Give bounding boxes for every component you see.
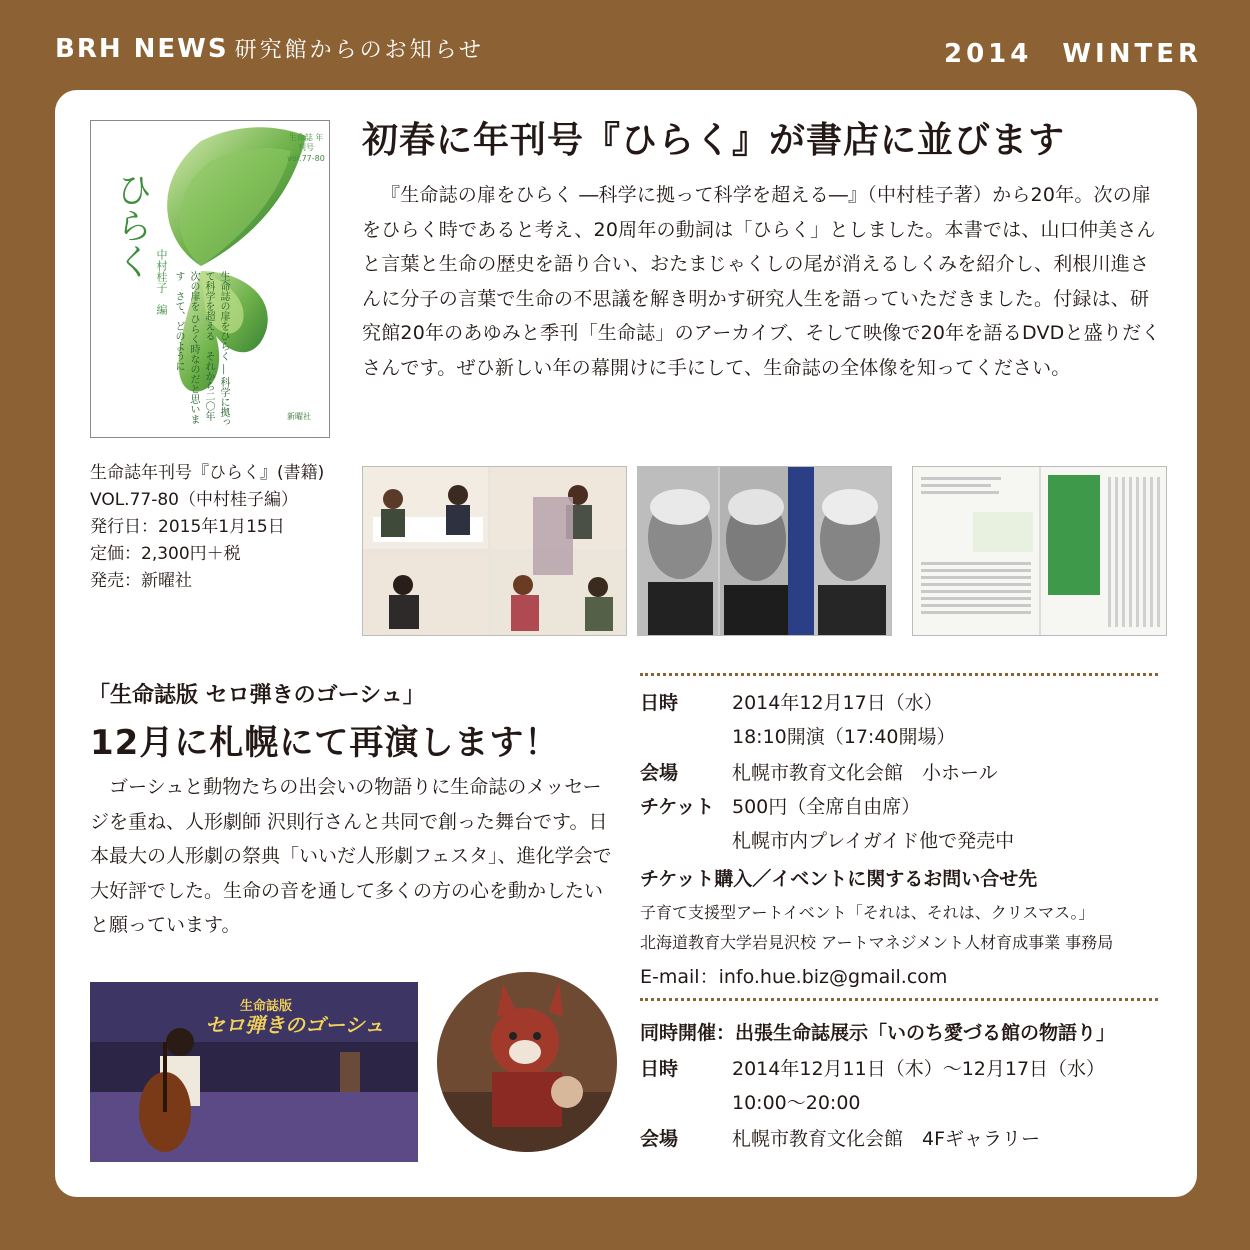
exhibition-heading: 同時開催：出張生命誌展示「いのち愛づる館の物語り」	[640, 1022, 1116, 1044]
body-line: 劇フェスタ」、進化学会で大好評でした。生命の音を	[90, 845, 612, 902]
event-subtitle: 「生命誌版 セロ弾きのゴーシュ」	[88, 683, 425, 708]
body-line: 通して多くの方の心を動かしたいと願っています。	[90, 879, 604, 936]
exhibition-time: 10:00～20:00	[732, 1092, 861, 1114]
brand-subtitle: 研究館からのお知らせ	[234, 38, 484, 63]
book-info-line: 生命誌年刊号『ひらく』(書籍)	[90, 463, 325, 483]
newsletter-brand	[55, 33, 484, 64]
divider	[640, 673, 1158, 676]
book-info-line: 発行日：2015年1月15日	[90, 517, 285, 537]
event-body	[90, 770, 618, 943]
date-label: 日時	[640, 1058, 679, 1080]
article-headline: 初春に年刊号『ひらく』が書店に並びます	[362, 120, 1066, 161]
event-venue: 札幌市教育文化会館 小ホール	[732, 762, 998, 784]
portraits-spread-photo	[637, 466, 892, 636]
book-info	[90, 460, 324, 595]
cover-subtitle: 生命誌の扉をひらく ― 科学に拠って科学を超える それから二〇年 次の扉を ひらく時なのだと思います さて、どのように	[173, 271, 229, 431]
stage-title-small: 生命誌版	[240, 998, 293, 1013]
header-bar	[0, 0, 1250, 90]
ticket-price: 500円（全席自由席）	[732, 796, 921, 818]
date-label: 日時	[640, 692, 679, 714]
book-info-line: 発売：新曜社	[90, 571, 192, 591]
body-line: るしくみを紹介し、利根川進さんに分子の言葉で生命の不思議を解き明かす研究	[362, 253, 1150, 310]
stage-title-large: セロ弾きのゴーシュ	[205, 1015, 385, 1037]
cello-stage-photo	[90, 982, 418, 1162]
ticket-label: チケット	[640, 796, 715, 818]
body-line: ゴーシュと動物たちの出会いの物語りに生命誌の	[109, 776, 527, 798]
body-line: 年。次の扉をひらく時であると考え、20周年の動詞は「ひらく」としました。本書	[362, 184, 1152, 241]
contact-org: 子育て支援型アートイベント「それは、それは、クリスマス。」	[640, 903, 1095, 922]
dialogue-spread-photo	[362, 466, 627, 636]
puppet-photo	[437, 972, 617, 1152]
body-line: 人生を語っていただきました。付録は、研究館20年のあゆみと季刊「生命誌」の	[362, 287, 1150, 344]
cover-publisher: 新曜社	[287, 412, 311, 421]
event-headline: 12月に札幌にて再演します！	[90, 723, 560, 763]
cover-editor: 中村桂子 編	[155, 249, 168, 315]
cover-series: 生命誌 年刊号 vol.77-80	[287, 133, 325, 163]
issue-label: 2014 WINTER	[944, 39, 1202, 69]
contact-email[interactable]: E-mail：info.hue.biz@gmail.com	[640, 966, 948, 988]
contact-heading: チケット購入／イベントに関するお問い合せ先	[640, 868, 1038, 890]
book-info-line: 定価：2,300円＋税	[90, 544, 241, 564]
event-time: 18:10開演（17:40開場）	[732, 726, 956, 748]
venue-label: 会場	[640, 762, 679, 784]
book-info-line: VOL.77-80（中村桂子編）	[90, 490, 298, 510]
body-line: 『生命誌の扉をひらく ―科学に拠って科学を超える―』（中村桂子著）から20	[381, 184, 1056, 206]
event-date: 2014年12月17日（水）	[732, 692, 943, 714]
divider	[640, 998, 1158, 1001]
contact-org: 北海道教育大学岩見沢校 アートマネジメント人材育成事業 事務局	[640, 933, 1114, 952]
body-line: 幕開けに手にして、生命誌の全体像を知ってください。	[590, 356, 1071, 379]
ticket-where: 札幌市内プレイガイド他で発売中	[732, 830, 1015, 852]
text-spread-photo	[912, 466, 1167, 636]
body-line: た舞台です。日本最大の人形劇の祭典「いいだ人形	[90, 810, 608, 867]
cover-title: ひらく	[111, 171, 152, 279]
venue-label: 会場	[640, 1128, 679, 1150]
brand-name: BRH NEWS	[55, 34, 229, 64]
exhibition-venue: 札幌市教育文化会館 4Fギャラリー	[732, 1128, 1041, 1150]
body-line: アーカイブ、そして映像で20年を語るDVDと盛りだくさんです。ぜひ新しい年の	[362, 322, 1161, 379]
exhibition-date: 2014年12月11日（木）～12月17日（水）	[732, 1058, 1106, 1080]
article-body	[362, 178, 1162, 385]
content-card	[55, 90, 1197, 1197]
body-line: では、山口仲美さんと言葉と生命の歴史を語り合い、おたまじゃくしの尾が消え	[362, 218, 1156, 275]
book-cover	[90, 120, 330, 438]
body-line: メッセージを重ね、人形劇師 沢則行さんと共同で創っ	[90, 776, 602, 833]
